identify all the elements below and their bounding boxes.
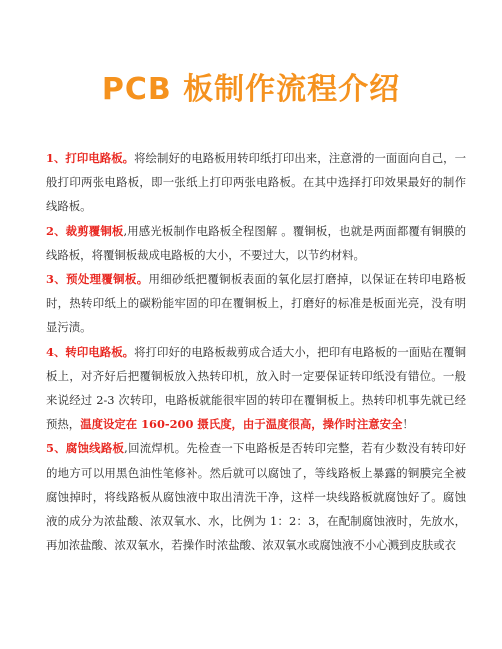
section-2 xyxy=(46,219,466,267)
safety-emphasis: 温度设定在 160-200 摄氏度，由于温度很高，操作时注意安全 xyxy=(80,417,403,432)
section-text: 用细砂纸把覆铜板表面的氧化层打磨掉，以保证在转印电路板时，热转印纸上的碳粉能牢固的印在覆铜板上，打磨好的标准是板面光亮，没有明显污渍。 xyxy=(46,272,466,335)
section-text-tail: ！ xyxy=(402,417,414,432)
section-heading: 2、裁剪覆铜板 xyxy=(46,223,124,238)
section-heading: 3、预处理覆铜板。 xyxy=(46,272,149,287)
section-1 xyxy=(46,146,466,219)
section-text: 将绘制好的电路板用转印纸打印出来，注意滑的一面面向自己，一般打印两张电路板，即一张纸上打印两张电路板。在其中选择打印效果最好的制作线路板。 xyxy=(46,151,466,214)
section-heading: 1、打印电路板。 xyxy=(46,151,135,165)
section-heading: 4、转印电路板。 xyxy=(46,344,135,359)
section-5 xyxy=(46,436,466,557)
section-4 xyxy=(46,340,466,437)
section-text: ,回流焊机。先检查一下电路板是否转印完整，若有少数没有转印好的地方可以用黑色油性笔修补。然后就可以腐蚀了，等线路板上暴露的铜膜完全被腐蚀掉时，将线路板从腐蚀液中取出清洗干净，这样一块线路板就腐蚀好了。腐蚀液的成分为浓盐酸、浓双氧水、水，比例为 1：2：3，在配制腐蚀液时，先放水，再加浓盐酸、浓双氧水，若操作时浓盐酸、浓双氧水或腐蚀液不小心溅到皮肤或衣 xyxy=(46,441,466,553)
document-title: PCB 板制作流程介绍 xyxy=(101,72,401,107)
section-text: ,用感光板制作电路板全程图解 。覆铜板，也就是两面都覆有铜膜的线路板，将覆铜板裁成电路板的大小，不要过大，以节约材料。 xyxy=(46,223,466,262)
document-body xyxy=(46,146,466,557)
section-3 xyxy=(46,267,466,340)
section-text: 将打印好的电路板裁剪成合适大小，把印有电路板的一面贴在覆铜板上，对齐好后把覆铜板放入热转印机，放入时一定要保证转印纸没有错位。一般来说经过 2-3 次转印，电路板就能很牢固的转印在覆铜板上。热转印机事先就已经预热， xyxy=(46,344,466,432)
section-heading: 5、腐蚀线路板 xyxy=(46,441,125,456)
